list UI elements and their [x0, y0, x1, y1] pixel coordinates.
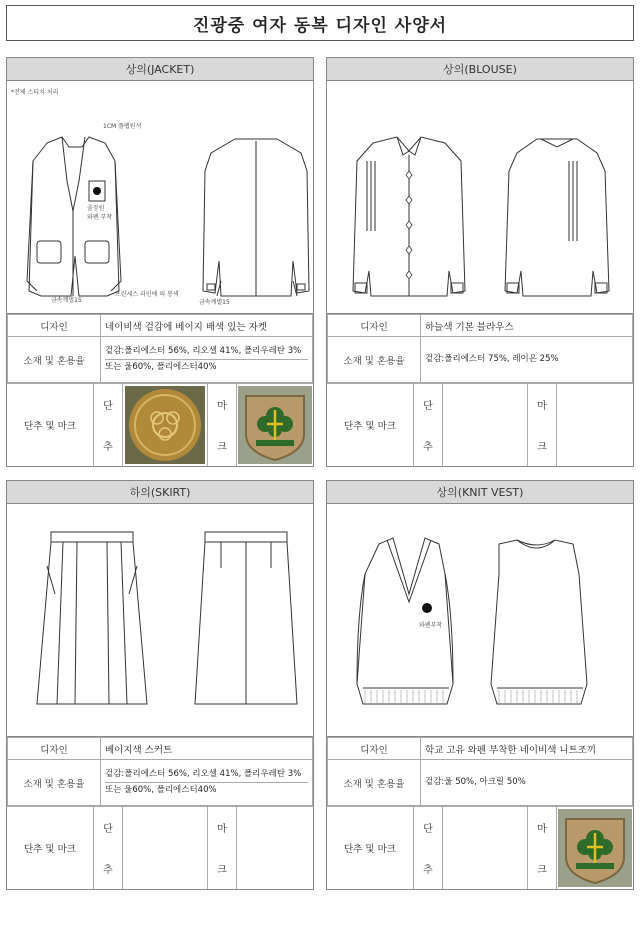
vest-note-wappen: 와펜부착 [419, 622, 443, 629]
jacket-mark-image-cell [236, 384, 313, 466]
vest-mark-image-cell [556, 807, 633, 889]
blouse-button-mark-label: 단추 및 마크 [344, 421, 396, 432]
skirt-sketch [7, 504, 313, 736]
jacket-drawing [7, 81, 313, 314]
vest-button-mark-label: 단추 및 마크 [344, 844, 396, 855]
school-emblem-badge [558, 809, 632, 887]
skirt-button-chars [93, 807, 122, 889]
vest-panel [326, 480, 634, 890]
skirt-design-value: 베이지색 스커트 [101, 738, 313, 760]
jacket-note-button-left: 금속깨별15 [51, 297, 82, 304]
jacket-button-char-2: 추 [103, 442, 113, 453]
jacket-mark-char-1: 마 [217, 401, 227, 412]
vest-button-image-cell [442, 807, 527, 889]
blouse-button-char-1: 단 [423, 401, 433, 412]
blouse-mark-char-2: 크 [537, 442, 547, 453]
jacket-note-button-right: 금속깨별15 [199, 299, 230, 306]
blouse-header: 상의(BLOUSE) [327, 58, 633, 81]
skirt-button-char-2: 추 [103, 865, 113, 876]
skirt-mark-image-cell [236, 807, 313, 889]
jacket-button-char-1: 단 [103, 401, 113, 412]
skirt-button-char-1: 단 [103, 824, 113, 835]
blouse-mark-image-cell [556, 384, 633, 466]
vest-wappen-dot [422, 603, 432, 613]
vest-material-value [421, 760, 633, 806]
skirt-button-mark-label: 단추 및 마크 [24, 844, 76, 855]
blouse-sketch [327, 81, 633, 313]
vest-mark-chars [527, 807, 556, 889]
vest-mark-char-1: 마 [537, 824, 547, 835]
blouse-mark-chars [527, 384, 556, 466]
blouse-material-value [421, 337, 633, 383]
skirt-panel [6, 480, 314, 890]
jacket-button-mark-row [7, 383, 313, 466]
jacket-sketch [7, 81, 313, 313]
vest-design-value: 학교 고유 와펜 부착한 네이비색 니트조끼 [421, 738, 633, 760]
jacket-button-image-cell [122, 384, 207, 466]
blouse-panel [326, 57, 634, 467]
vest-header: 상의(KNIT VEST) [327, 481, 633, 504]
blouse-spec-table [327, 314, 633, 383]
skirt-button-image-cell [122, 807, 207, 889]
wappen-dot [93, 187, 101, 195]
skirt-header: 하의(SKIRT) [7, 481, 313, 504]
skirt-material-line-1: 겉감:폴리에스터 56%, 리오셀 41%, 폴리우레탄 3% [105, 769, 302, 780]
blouse-button-char-2: 추 [423, 442, 433, 453]
vest-button-char-2: 추 [423, 865, 433, 876]
skirt-mark-char-1: 마 [217, 824, 227, 835]
jacket-design-value: 네이비색 겉감에 베이지 배색 있는 자켓 [101, 315, 313, 337]
skirt-drawing [7, 504, 313, 737]
skirt-design-label: 디자인 [8, 738, 101, 760]
jacket-note-stitch: *전체 스티치 처리 [11, 89, 59, 96]
gold-button-image [125, 386, 205, 464]
blouse-button-chars [413, 384, 442, 466]
blouse-button-mark-row [327, 383, 633, 466]
vest-material-line-1: 겉감:울 50%, 아크릴 50% [425, 777, 526, 788]
blouse-mark-char-1: 마 [537, 401, 547, 412]
skirt-mark-chars [207, 807, 236, 889]
vest-sketch [327, 504, 633, 736]
skirt-material-label: 소재 및 혼용율 [8, 760, 101, 806]
vest-button-chars [413, 807, 442, 889]
skirt-mark-char-2: 크 [217, 865, 227, 876]
vest-design-label: 디자인 [328, 738, 421, 760]
skirt-material-value [101, 760, 313, 806]
jacket-note-wappen: 줄장원 와펜 부착 [87, 205, 113, 221]
jacket-button-chars [93, 384, 122, 466]
jacket-material-line-1: 겉감:폴리에스터 56%, 리오셀 41%, 폴리우레탄 3% [105, 346, 302, 357]
jacket-spec-table [7, 314, 313, 383]
blouse-drawing [327, 81, 633, 314]
jacket-mark-char-2: 크 [217, 442, 227, 453]
blouse-material-label: 소재 및 혼용율 [328, 337, 421, 383]
vest-button-mark-row [327, 806, 633, 889]
jacket-material-line-2: 또는 울60%, 폴리에스터40% [105, 359, 308, 373]
jacket-material-value [101, 337, 313, 383]
jacket-design-label: 디자인 [8, 315, 101, 337]
jacket-mark-chars [207, 384, 236, 466]
vest-drawing [327, 504, 633, 737]
jacket-header: 상의(JACKET) [7, 58, 313, 81]
blouse-design-value: 하늘색 기본 블라우스 [421, 315, 633, 337]
blouse-button-image-cell [442, 384, 527, 466]
vest-button-char-1: 단 [423, 824, 433, 835]
blouse-design-label: 디자인 [328, 315, 421, 337]
vest-mark-char-2: 크 [537, 865, 547, 876]
skirt-material-line-2: 또는 울60%, 폴리에스터40% [105, 782, 308, 796]
school-emblem-badge [238, 386, 312, 464]
vest-spec-table [327, 737, 633, 806]
skirt-spec-table [7, 737, 313, 806]
skirt-button-mark-row [7, 806, 313, 889]
jacket-note-flap: 1CM 플랩원석 [103, 123, 142, 130]
vest-material-label: 소재 및 혼용율 [328, 760, 421, 806]
jacket-note-princess: 프린세스 라인에 의 봉색 [115, 291, 179, 298]
jacket-button-mark-label: 단추 및 마크 [24, 421, 76, 432]
jacket-panel [6, 57, 314, 467]
blouse-material-line-1: 겉감:폴리에스터 75%, 레이온 25% [425, 354, 559, 365]
jacket-material-label: 소재 및 혼용율 [8, 337, 101, 383]
page-title: 진광중 여자 동복 디자인 사양서 [6, 5, 634, 41]
